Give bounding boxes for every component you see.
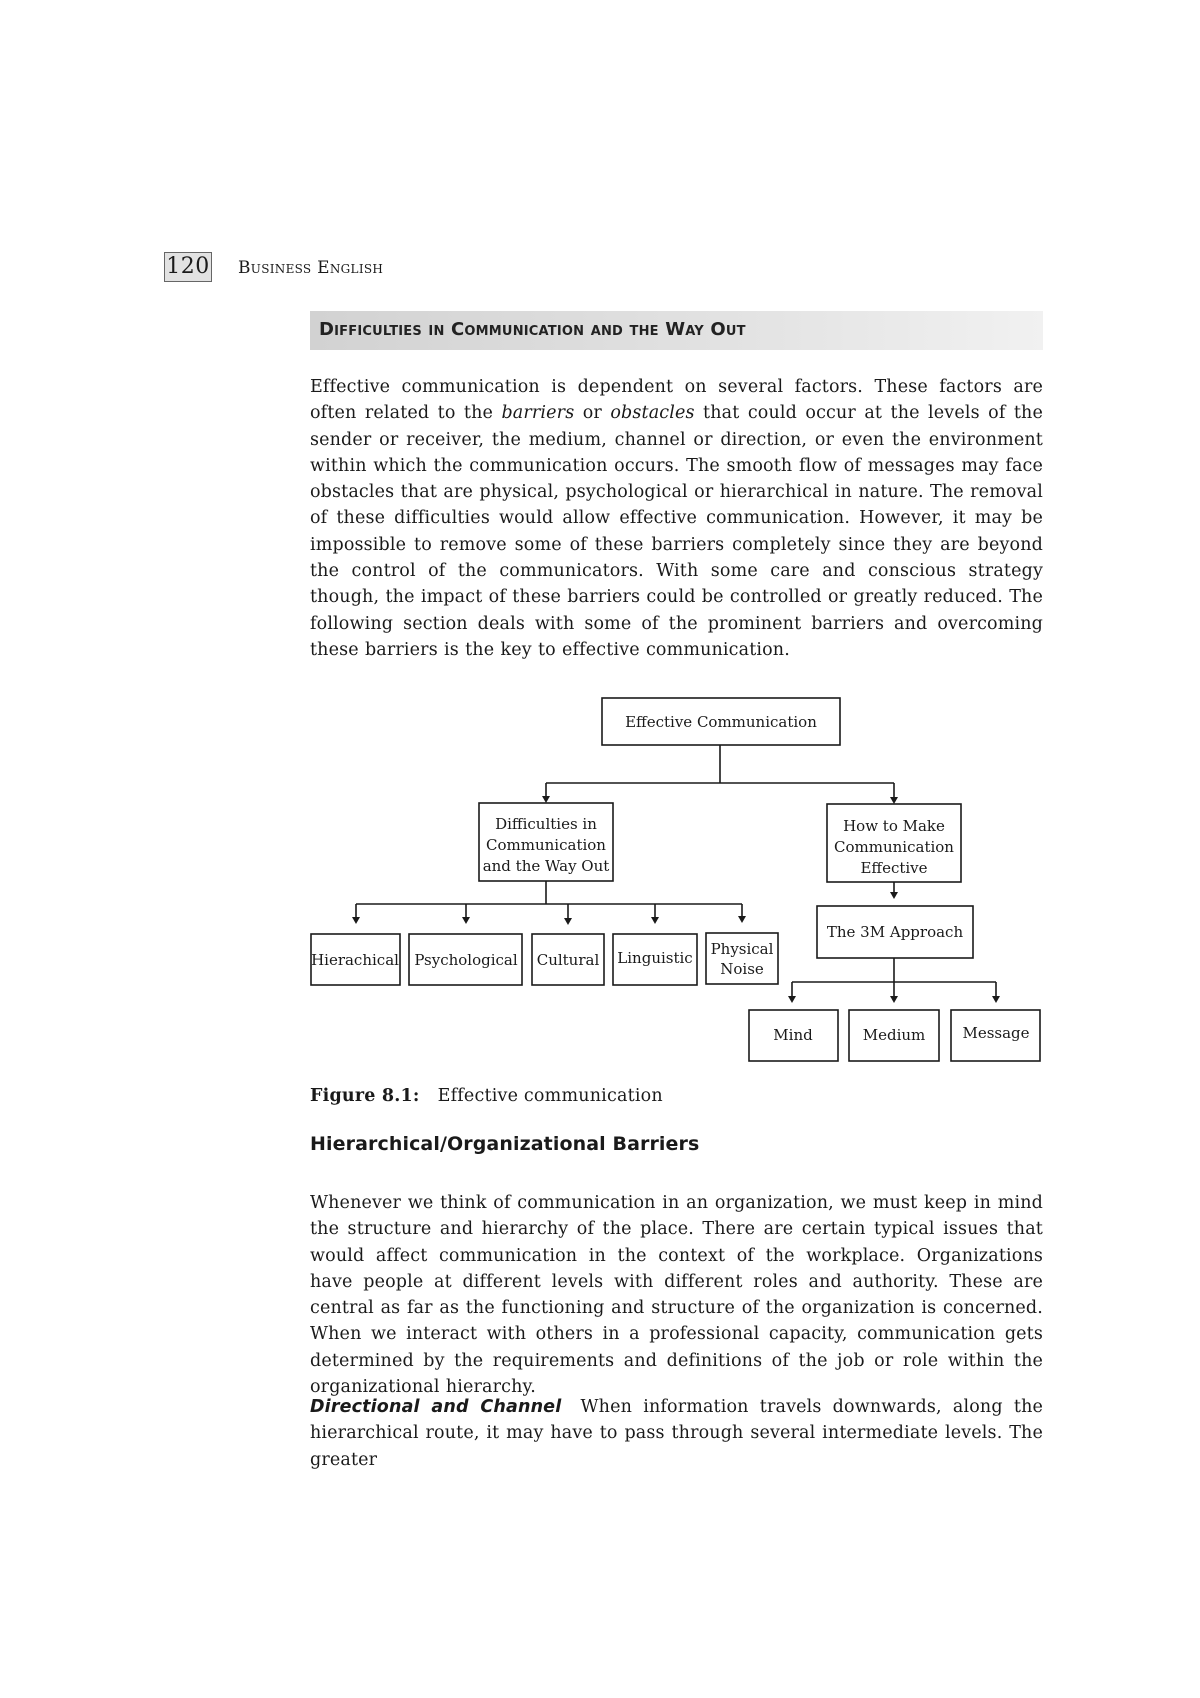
node-root-label: Effective Communication — [625, 713, 817, 731]
intro-text-2: or — [574, 403, 611, 424]
arrowhead — [462, 917, 470, 924]
node-cultural — [532, 934, 604, 985]
node-psychological — [409, 934, 522, 985]
node-linguistic-label: Linguistic — [617, 949, 693, 967]
arrowhead — [890, 892, 898, 899]
arrowhead — [992, 996, 1000, 1003]
node-physical-noise — [706, 933, 778, 984]
node-hierarchical-label: Hierachical — [311, 951, 399, 969]
node-how-to-make-effective — [827, 804, 961, 882]
node-difficulties — [479, 803, 613, 881]
directional-channel-text: When information travels downwards, along the hierarchical route, it may have to pass through several intermediate levels. The greater — [310, 1397, 1043, 1470]
node-mind — [749, 1010, 838, 1061]
run-in-heading: Directional and Channel — [310, 1397, 562, 1417]
node-root — [602, 698, 840, 745]
node-difficulties-line-2: Communication — [486, 836, 606, 854]
intro-paragraph — [310, 374, 1043, 663]
arrowhead — [788, 996, 796, 1003]
node-3m-approach — [817, 906, 973, 958]
section-heading: Difficulties in Communication and the Way Out — [319, 319, 746, 340]
arrowhead — [352, 917, 360, 924]
figure-caption — [310, 1086, 663, 1106]
emphasis-barriers: barriers — [501, 403, 575, 424]
node-difficulties-line-3: and the Way Out — [482, 857, 610, 875]
node-mind-label: Mind — [773, 1026, 813, 1044]
figure-label: Figure 8.1: — [310, 1086, 420, 1106]
node-difficulties-line-1: Difficulties in — [495, 815, 597, 833]
connector-left-branch — [356, 881, 742, 918]
subsection-heading: Hierarchical/Organizational Barriers — [310, 1133, 700, 1155]
arrowhead — [890, 797, 898, 804]
arrowhead — [564, 918, 572, 925]
connector-3m — [792, 958, 996, 996]
running-head: Business English — [238, 258, 384, 278]
emphasis-obstacles: obstacles — [610, 403, 695, 424]
arrowhead — [890, 996, 898, 1003]
node-message — [951, 1010, 1040, 1061]
node-physical-line-2: Noise — [720, 960, 764, 978]
connector-root — [546, 745, 894, 797]
section-heading-bar — [310, 311, 1043, 350]
intro-text-3: that could occur at the levels of the sender or receiver, the medium, channel or direction, or even the environment within which the communication occurs. The smooth flow of messages may face obstacles that are physical, psychological or hierarchical in nature. The removal of these difficulties would allow effective communication. However, it may be impossible to remove some of these barriers completely since they are beyond the control of the communicators. With some care and conscious strategy though, the impact of these barriers could be controlled or greatly reduced. The following section deals with some of the prominent barriers and overcoming these barriers is the key to effective communication. — [310, 403, 1043, 660]
page-number: 120 — [164, 252, 212, 282]
node-how-line-2: Communication — [834, 838, 954, 856]
arrowhead — [738, 916, 746, 923]
node-medium-label: Medium — [862, 1026, 926, 1044]
node-how-line-3: Effective — [860, 859, 928, 877]
hierarchical-barriers-paragraph: Whenever we think of communication in an organization, we must keep in mind the structure and hierarchy of the place. There are certain typical issues that would affect communication in the context of the workplace. Organizations have people at different levels with different roles and authority. These are central as far as the functioning and structure of the organization is concerned. When we interact with others in a professional capacity, communication gets determined by the requirements and definitions of the job or role within the organizational hierarchy. — [310, 1193, 1043, 1398]
effective-communication-diagram — [306, 690, 1046, 1070]
arrowhead — [542, 796, 550, 803]
arrowhead — [651, 917, 659, 924]
node-physical-line-1: Physical — [710, 940, 774, 958]
node-linguistic — [613, 934, 697, 985]
node-message-label: Message — [962, 1024, 1030, 1042]
node-hierarchical — [311, 934, 400, 985]
directional-channel-paragraph — [310, 1394, 1043, 1473]
node-cultural-label: Cultural — [536, 951, 600, 969]
node-3m-label: The 3M Approach — [826, 923, 964, 941]
node-medium — [849, 1010, 939, 1061]
figure-caption-text: Effective communication — [437, 1086, 663, 1106]
node-how-line-1: How to Make — [843, 817, 945, 835]
node-psychological-label: Psychological — [414, 951, 518, 969]
intro-text-1: Effective communication is dependent on several factors. These factors are often related to the — [310, 377, 1043, 424]
